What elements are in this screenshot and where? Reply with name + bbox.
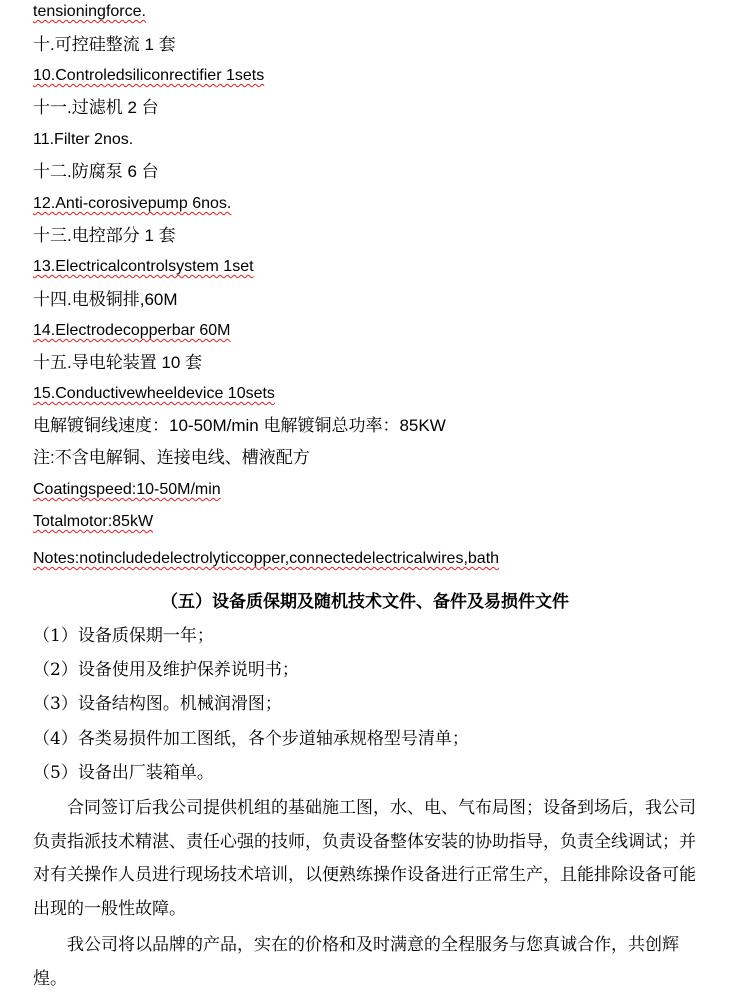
list-item: （5）设备出厂装箱单。 — [33, 763, 214, 783]
spec-line: Notes:notincludedelectrolyticcopper,connectedelectricalwires,bath — [33, 550, 500, 567]
spec-line: tensioningforce. — [33, 3, 146, 20]
paragraph-text: 合同签订后我公司提供机组的基础施工图，水、电、气布局图；设备到场后，我公司负责指派技术精湛、责任心强的技师，负责设备整体安装的协助指导，负责全线调试；并对有关操作人员进行现场技术培训，以便熟练操作设备进行正常生产，且能排除设备可能出现的一般性故障。 — [33, 798, 696, 919]
spec-line: 十.可控硅整流 1 套 — [33, 35, 176, 54]
paragraph-text: 我公司将以品牌的产品，实在的价格和及时满意的全程服务与您真诚合作，共创辉煌。 — [33, 935, 679, 989]
list-item: （3）设备结构图。机械润滑图； — [33, 694, 282, 714]
spec-line: 十一.过滤机 2 台 — [33, 98, 159, 117]
list-item: （1）设备质保期一年； — [33, 626, 214, 646]
paragraph — [33, 929, 701, 996]
spec-line: 12.Anti-corosivepump 6nos. — [33, 195, 232, 212]
spec-line: 10.Controledsiliconrectifier 1sets — [33, 67, 265, 84]
list-item: （4）各类易损件加工图纸，各个步道轴承规格型号清单； — [33, 729, 469, 749]
spec-line: 13.Electricalcontrolsystem 1set — [33, 258, 254, 275]
spec-line: 15.Conductivewheeldevice 10sets — [33, 385, 275, 402]
spec-line: 11.Filter 2nos. — [33, 131, 134, 148]
spec-line: Coatingspeed:10-50M/min — [33, 481, 221, 498]
spec-line: 注:不含电解铜、连接电线、槽液配方 — [33, 448, 310, 467]
list-item: （2）设备使用及维护保养说明书； — [33, 660, 299, 680]
spec-line: 十三.电控部分 1 套 — [33, 226, 176, 245]
section-title: （五）设备质保期及随机技术文件、备件及易损件文件 — [161, 592, 569, 612]
paragraph — [33, 792, 701, 926]
spec-line: 14.Electrodecopperbar 60M — [33, 322, 231, 339]
spec-line: 电解镀铜线速度：10-50M/min 电解镀铜总功率：85KW — [33, 416, 446, 435]
spec-line: 十五.导电轮装置 10 套 — [33, 353, 203, 372]
spec-line: 十二.防腐泵 6 台 — [33, 162, 159, 181]
spec-line: Totalmotor:85kW — [33, 513, 154, 530]
spec-line: 十四.电极铜排,60M — [33, 290, 178, 309]
